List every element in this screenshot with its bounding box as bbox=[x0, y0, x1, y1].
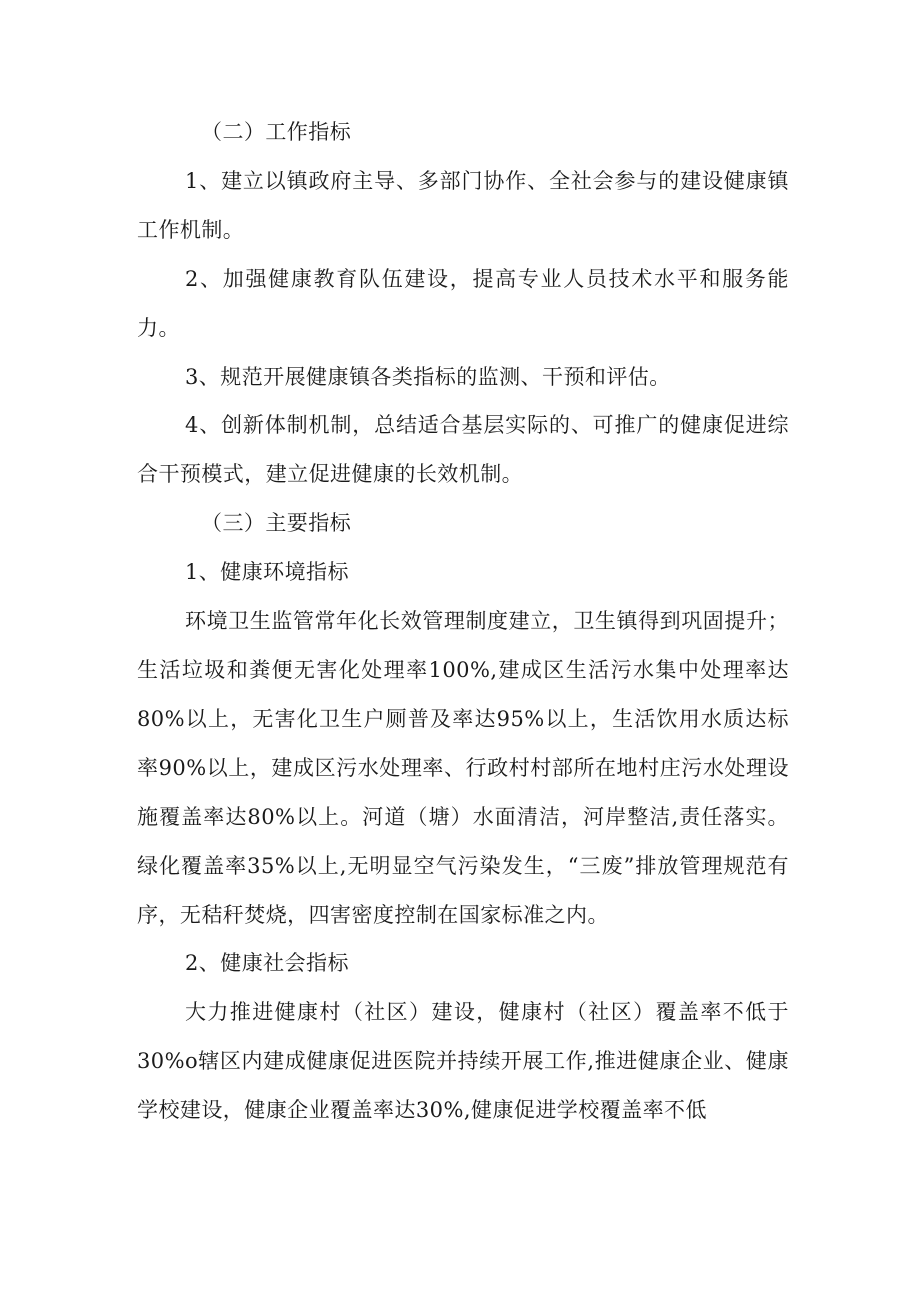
subsection-title-health-society: 2、健康社会指标 bbox=[185, 951, 349, 976]
paragraph-health-environment: 环境卫生监管常年化长效管理制度建立，卫生镇得到巩固提升；生活垃圾和粪便无害化处理率100%,建成区生活污水集中处理率达80%以上，无害化卫生户厕普及率达95%以上，生活饮用水质达标率90%以上，建成区污水处理率、行政村村部所在地村庄污水处理设施覆盖率达80%以上。河道（塘）水面清洁，河岸整洁,责任落实。绿化覆盖率35%以上,无明显空气污染发生，“三废”排放管理规范有序，无秸秆焚烧，四害密度控制在国家标准之内。 bbox=[137, 609, 789, 927]
work-indicator-item-1: 1、建立以镇政府主导、多部门协作、全社会参与的建设健康镇工作机制。 bbox=[137, 168, 789, 242]
document-body bbox=[137, 108, 789, 1135]
section-heading-main-indicators: （三）主要指标 bbox=[201, 511, 352, 536]
subsection-title-health-environment: 1、健康环境指标 bbox=[185, 560, 349, 585]
work-indicator-item-2: 2、加强健康教育队伍建设，提高专业人员技术水平和服务能力。 bbox=[137, 266, 789, 340]
section-heading-work-indicators: （二）工作指标 bbox=[201, 120, 352, 144]
paragraph-health-society: 大力推进健康村（社区）建设，健康村（社区）覆盖率不低于30%o辖区内建成健康促进医院并持续开展工作,推进健康企业、健康学校建设，健康企业覆盖率达30%,健康促进学校覆盖率不低 bbox=[137, 1000, 789, 1123]
work-indicator-item-3: 3、规范开展健康镇各类指标的监测、干预和评估。 bbox=[185, 364, 671, 389]
work-indicator-item-4: 4、创新体制机制，总结适合基层实际的、可推广的健康促进综合干预模式，建立促进健康的长效机制。 bbox=[137, 413, 789, 487]
